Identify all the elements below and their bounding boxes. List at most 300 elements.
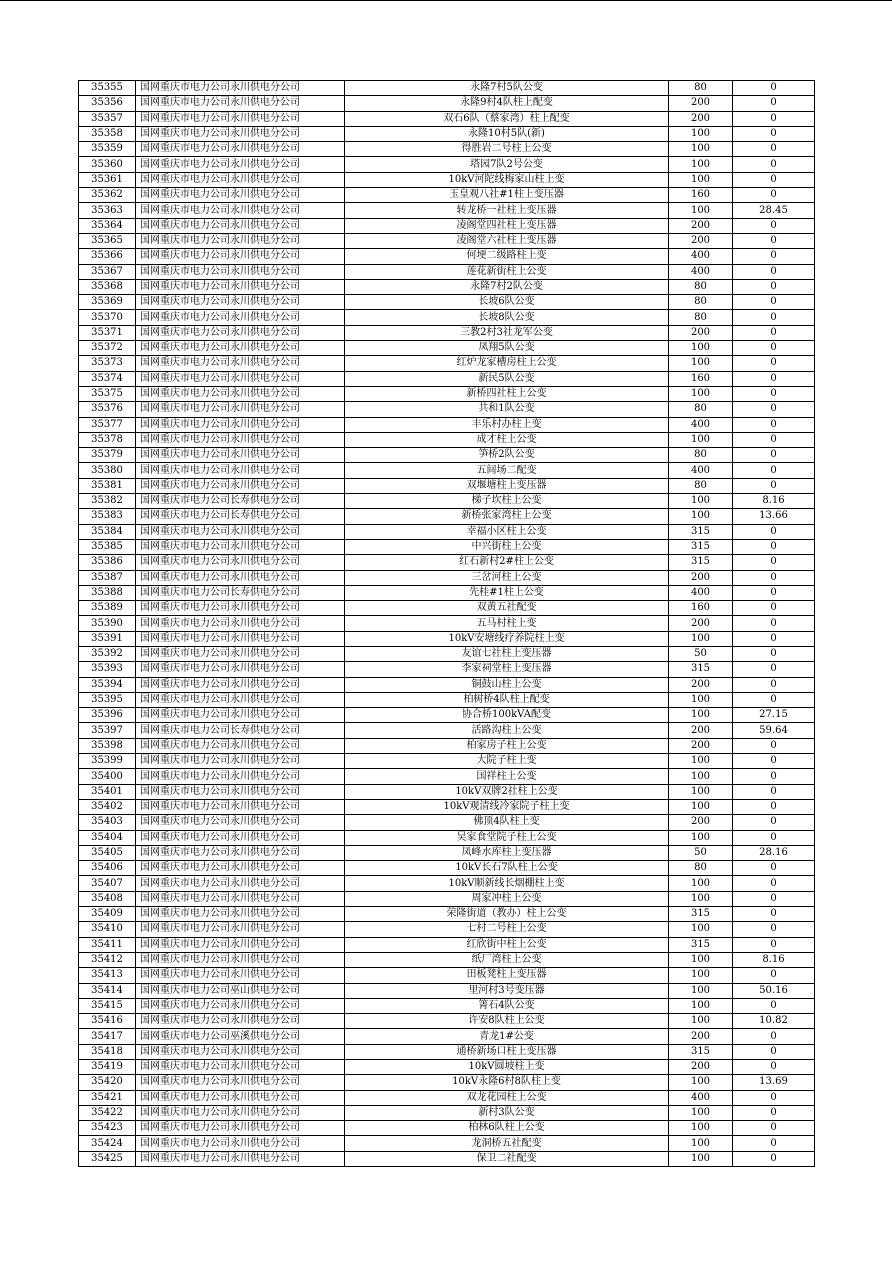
transformer-name-cell: 双黄五社配变: [345, 601, 669, 616]
company-cell: 国网重庆市电力公司永川供电分公司: [136, 203, 345, 218]
transformer-name-cell: 永隆7村2队公变: [345, 279, 669, 294]
company-cell: 国网重庆市电力公司长寿供电分公司: [136, 585, 345, 600]
value-cell: 50.16: [733, 983, 815, 998]
value-cell: 8.16: [733, 494, 815, 509]
transformer-name-cell: 三岔河柱上公变: [345, 570, 669, 585]
row-id-cell: 35378: [79, 432, 136, 447]
company-cell: 国网重庆市电力公司永川供电分公司: [136, 646, 345, 661]
value-cell: 0: [733, 111, 815, 126]
transformer-name-cell: 通桥新场口柱上变压器: [345, 1044, 669, 1059]
capacity-cell: 80: [669, 81, 733, 96]
transformer-name-cell: 保卫二社配变: [345, 1151, 669, 1166]
company-cell: 国网重庆市电力公司永川供电分公司: [136, 157, 345, 172]
row-id-cell: 35373: [79, 356, 136, 371]
value-cell: 0: [733, 754, 815, 769]
capacity-cell: 100: [669, 1121, 733, 1136]
company-cell: 国网重庆市电力公司永川供电分公司: [136, 233, 345, 248]
capacity-cell: 80: [669, 478, 733, 493]
capacity-cell: 200: [669, 96, 733, 111]
company-cell: 国网重庆市电力公司永川供电分公司: [136, 172, 345, 187]
value-cell: 0: [733, 1029, 815, 1044]
table-row: [79, 448, 815, 463]
capacity-cell: 100: [669, 494, 733, 509]
capacity-cell: 80: [669, 448, 733, 463]
company-cell: 国网重庆市电力公司永川供电分公司: [136, 264, 345, 279]
transformer-name-cell: 大院子柱上变: [345, 754, 669, 769]
capacity-cell: 100: [669, 1136, 733, 1151]
capacity-cell: 80: [669, 279, 733, 294]
value-cell: 0: [733, 1151, 815, 1166]
capacity-cell: 200: [669, 815, 733, 830]
value-cell: 0: [733, 922, 815, 937]
company-cell: 国网重庆市电力公司永川供电分公司: [136, 218, 345, 233]
row-id-cell: 35401: [79, 784, 136, 799]
capacity-cell: 160: [669, 188, 733, 203]
table-row: [79, 631, 815, 646]
value-cell: 0: [733, 738, 815, 753]
value-cell: 0: [733, 784, 815, 799]
transformer-name-cell: 柏树桥4队柱上配变: [345, 692, 669, 707]
row-id-cell: 35416: [79, 1014, 136, 1029]
company-cell: 国网重庆市电力公司永川供电分公司: [136, 295, 345, 310]
company-cell: 国网重庆市电力公司长寿供电分公司: [136, 509, 345, 524]
capacity-cell: 100: [669, 830, 733, 845]
table-row: [79, 172, 815, 187]
company-cell: 国网重庆市电力公司永川供电分公司: [136, 570, 345, 585]
row-id-cell: 35390: [79, 616, 136, 631]
value-cell: 0: [733, 616, 815, 631]
table-row: [79, 478, 815, 493]
table-row: [79, 876, 815, 891]
value-cell: 0: [733, 249, 815, 264]
table-row: [79, 203, 815, 218]
row-id-cell: 35407: [79, 876, 136, 891]
value-cell: 0: [733, 295, 815, 310]
capacity-cell: 100: [669, 1151, 733, 1166]
transformer-name-cell: 凤翔5队公变: [345, 341, 669, 356]
capacity-cell: 100: [669, 769, 733, 784]
transformer-name-cell: 先桂#1柱上公变: [345, 585, 669, 600]
transformer-name-cell: 10kV观清线冷家院子柱上变: [345, 799, 669, 814]
company-cell: 国网重庆市电力公司永川供电分公司: [136, 952, 345, 967]
row-id-cell: 35394: [79, 677, 136, 692]
table-row: [79, 662, 815, 677]
capacity-cell: 200: [669, 111, 733, 126]
capacity-cell: 100: [669, 799, 733, 814]
company-cell: 国网重庆市电力公司永川供电分公司: [136, 907, 345, 922]
value-cell: 0: [733, 463, 815, 478]
capacity-cell: 100: [669, 891, 733, 906]
row-id-cell: 35387: [79, 570, 136, 585]
value-cell: 0: [733, 891, 815, 906]
capacity-cell: 100: [669, 142, 733, 157]
table-row: [79, 1060, 815, 1075]
table-row: [79, 1105, 815, 1120]
row-id-cell: 35392: [79, 646, 136, 661]
company-cell: 国网重庆市电力公司永川供电分公司: [136, 325, 345, 340]
company-cell: 国网重庆市电力公司永川供电分公司: [136, 417, 345, 432]
capacity-cell: 200: [669, 233, 733, 248]
capacity-cell: 50: [669, 646, 733, 661]
table-row: [79, 539, 815, 554]
table-row: [79, 463, 815, 478]
table-row: [79, 111, 815, 126]
row-id-cell: 35406: [79, 861, 136, 876]
capacity-cell: 80: [669, 861, 733, 876]
company-cell: 国网重庆市电力公司永川供电分公司: [136, 616, 345, 631]
transformer-name-cell: 七村二号柱上公变: [345, 922, 669, 937]
row-id-cell: 35385: [79, 539, 136, 554]
transformer-name-cell: 新桥张家湾柱上公变: [345, 509, 669, 524]
capacity-cell: 100: [669, 692, 733, 707]
row-id-cell: 35412: [79, 952, 136, 967]
capacity-cell: 400: [669, 463, 733, 478]
capacity-cell: 400: [669, 585, 733, 600]
transformer-name-cell: 玉皇观八社#1柱上变压器: [345, 188, 669, 203]
row-id-cell: 35380: [79, 463, 136, 478]
capacity-cell: 400: [669, 1090, 733, 1105]
row-id-cell: 35391: [79, 631, 136, 646]
transformer-name-cell: 红炉龙家槽房柱上公变: [345, 356, 669, 371]
company-cell: 国网重庆市电力公司永川供电分公司: [136, 341, 345, 356]
table-row: [79, 386, 815, 401]
company-cell: 国网重庆市电力公司永川供电分公司: [136, 922, 345, 937]
capacity-cell: 100: [669, 203, 733, 218]
capacity-cell: 200: [669, 218, 733, 233]
value-cell: 0: [733, 998, 815, 1013]
row-id-cell: 35413: [79, 968, 136, 983]
transformer-name-cell: 国祥柱上公变: [345, 769, 669, 784]
row-id-cell: 35398: [79, 738, 136, 753]
table-row: [79, 922, 815, 937]
page-top-rule: [0, 0, 892, 1]
value-cell: 0: [733, 371, 815, 386]
row-id-cell: 35425: [79, 1151, 136, 1166]
company-cell: 国网重庆市电力公司永川供电分公司: [136, 968, 345, 983]
transformer-name-cell: 红欣街中柱上公变: [345, 937, 669, 952]
table-row: [79, 616, 815, 631]
capacity-cell: 200: [669, 325, 733, 340]
table-row: [79, 1090, 815, 1105]
company-cell: 国网重庆市电力公司永川供电分公司: [136, 692, 345, 707]
value-cell: 59.64: [733, 723, 815, 738]
transformer-name-cell: 10kV圆坡柱上变: [345, 1060, 669, 1075]
value-cell: 27.15: [733, 708, 815, 723]
capacity-cell: 200: [669, 738, 733, 753]
transformer-name-cell: 友谊七社柱上变压器: [345, 646, 669, 661]
transformer-name-cell: 许安8队柱上公变: [345, 1014, 669, 1029]
row-id-cell: 35419: [79, 1060, 136, 1075]
transformer-name-cell: 笋桥2队公变: [345, 448, 669, 463]
transformer-name-cell: 得胜岩二号柱上公变: [345, 142, 669, 157]
value-cell: 13.69: [733, 1075, 815, 1090]
transformer-name-cell: 10kV永隆6村8队柱上变: [345, 1075, 669, 1090]
table-row: [79, 188, 815, 203]
transformer-name-cell: 双石6队（蔡家湾）柱上配变: [345, 111, 669, 126]
company-cell: 国网重庆市电力公司永川供电分公司: [136, 310, 345, 325]
row-id-cell: 35372: [79, 341, 136, 356]
row-id-cell: 35409: [79, 907, 136, 922]
row-id-cell: 35374: [79, 371, 136, 386]
company-cell: 国网重庆市电力公司永川供电分公司: [136, 1075, 345, 1090]
capacity-cell: 200: [669, 677, 733, 692]
company-cell: 国网重庆市电力公司永川供电分公司: [136, 478, 345, 493]
value-cell: 0: [733, 448, 815, 463]
table-row: [79, 585, 815, 600]
capacity-cell: 400: [669, 417, 733, 432]
transformer-name-cell: 佛顶4队柱上变: [345, 815, 669, 830]
company-cell: 国网重庆市电力公司永川供电分公司: [136, 891, 345, 906]
row-id-cell: 35364: [79, 218, 136, 233]
capacity-cell: 160: [669, 601, 733, 616]
row-id-cell: 35423: [79, 1121, 136, 1136]
table-row: [79, 1075, 815, 1090]
capacity-cell: 160: [669, 371, 733, 386]
company-cell: 国网重庆市电力公司永川供电分公司: [136, 708, 345, 723]
transformer-name-cell: 铜鼓山柱上公变: [345, 677, 669, 692]
table-row: [79, 157, 815, 172]
value-cell: 0: [733, 188, 815, 203]
transformer-name-cell: 新村3队公变: [345, 1105, 669, 1120]
capacity-cell: 100: [669, 1075, 733, 1090]
table-row: [79, 845, 815, 860]
company-cell: 国网重庆市电力公司永川供电分公司: [136, 539, 345, 554]
row-id-cell: 35365: [79, 233, 136, 248]
table-row: [79, 524, 815, 539]
company-cell: 国网重庆市电力公司永川供电分公司: [136, 799, 345, 814]
value-cell: 0: [733, 264, 815, 279]
transformer-name-cell: 活路沟柱上公变: [345, 723, 669, 738]
transformer-name-cell: 长坡8队公变: [345, 310, 669, 325]
company-cell: 国网重庆市电力公司长寿供电分公司: [136, 494, 345, 509]
transformer-name-cell: 红石新村2#柱上公变: [345, 555, 669, 570]
capacity-cell: 100: [669, 386, 733, 401]
capacity-cell: 315: [669, 662, 733, 677]
transformer-name-cell: 吴家食堂院子柱上公变: [345, 830, 669, 845]
row-id-cell: 35404: [79, 830, 136, 845]
table-row: [79, 907, 815, 922]
value-cell: 0: [733, 861, 815, 876]
value-cell: 0: [733, 1121, 815, 1136]
capacity-cell: 315: [669, 1044, 733, 1059]
company-cell: 国网重庆市电力公司永川供电分公司: [136, 111, 345, 126]
row-id-cell: 35418: [79, 1044, 136, 1059]
transformer-name-cell: 新桥四社柱上公变: [345, 386, 669, 401]
row-id-cell: 35386: [79, 555, 136, 570]
capacity-cell: 100: [669, 631, 733, 646]
row-id-cell: 35355: [79, 81, 136, 96]
value-cell: 0: [733, 769, 815, 784]
table-row: [79, 952, 815, 967]
table-row: [79, 142, 815, 157]
row-id-cell: 35415: [79, 998, 136, 1013]
transformer-name-cell: 柏林6队柱上公变: [345, 1121, 669, 1136]
transformer-name-cell: 里河村3号变压器: [345, 983, 669, 998]
row-id-cell: 35382: [79, 494, 136, 509]
company-cell: 国网重庆市电力公司永川供电分公司: [136, 601, 345, 616]
value-cell: 0: [733, 1044, 815, 1059]
capacity-cell: 400: [669, 249, 733, 264]
transformer-name-cell: 五间场二配变: [345, 463, 669, 478]
value-cell: 0: [733, 601, 815, 616]
capacity-cell: 315: [669, 539, 733, 554]
value-cell: 0: [733, 1105, 815, 1120]
value-cell: 0: [733, 907, 815, 922]
table-row: [79, 646, 815, 661]
transformer-name-cell: 箐石4队公变: [345, 998, 669, 1013]
company-cell: 国网重庆市电力公司永川供电分公司: [136, 524, 345, 539]
value-cell: 0: [733, 815, 815, 830]
capacity-cell: 100: [669, 356, 733, 371]
table-row: [79, 249, 815, 264]
transformer-name-cell: 10kV河陀线梅家山柱上变: [345, 172, 669, 187]
transformer-name-cell: 田板凳柱上变压器: [345, 968, 669, 983]
capacity-cell: 200: [669, 723, 733, 738]
value-cell: 0: [733, 968, 815, 983]
value-cell: 28.16: [733, 845, 815, 860]
transformer-name-cell: 10kV安塘线疗养院柱上变: [345, 631, 669, 646]
company-cell: 国网重庆市电力公司永川供电分公司: [136, 677, 345, 692]
company-cell: 国网重庆市电力公司永川供电分公司: [136, 769, 345, 784]
row-id-cell: 35424: [79, 1136, 136, 1151]
value-cell: 0: [733, 478, 815, 493]
row-id-cell: 35421: [79, 1090, 136, 1105]
row-id-cell: 35367: [79, 264, 136, 279]
transformer-name-cell: 何埂二级路柱上变: [345, 249, 669, 264]
company-cell: 国网重庆市电力公司永川供电分公司: [136, 1151, 345, 1166]
transformer-name-cell: 李家祠堂柱上变压器: [345, 662, 669, 677]
transformer-name-cell: 成才柱上公变: [345, 432, 669, 447]
table-row: [79, 555, 815, 570]
row-id-cell: 35375: [79, 386, 136, 401]
transformer-name-cell: 梯子坎柱上公变: [345, 494, 669, 509]
table-row: [79, 494, 815, 509]
table-row: [79, 1121, 815, 1136]
transformer-name-cell: 协合桥100kVA配变: [345, 708, 669, 723]
value-cell: 0: [733, 677, 815, 692]
transformer-name-cell: 青龙1#公变: [345, 1029, 669, 1044]
row-id-cell: 35396: [79, 708, 136, 723]
transformer-name-cell: 柏家房子柱上公变: [345, 738, 669, 753]
table-row: [79, 279, 815, 294]
value-cell: 0: [733, 570, 815, 585]
capacity-cell: 100: [669, 509, 733, 524]
company-cell: 国网重庆市电力公司巫溪供电分公司: [136, 1029, 345, 1044]
value-cell: 0: [733, 386, 815, 401]
company-cell: 国网重庆市电力公司永川供电分公司: [136, 998, 345, 1013]
value-cell: 0: [733, 799, 815, 814]
table-row: [79, 126, 815, 141]
transformer-table: [78, 80, 815, 1167]
row-id-cell: 35356: [79, 96, 136, 111]
company-cell: 国网重庆市电力公司永川供电分公司: [136, 555, 345, 570]
row-id-cell: 35376: [79, 402, 136, 417]
transformer-name-cell: 凤峰水库柱上变压器: [345, 845, 669, 860]
company-cell: 国网重庆市电力公司永川供电分公司: [136, 830, 345, 845]
value-cell: 0: [733, 356, 815, 371]
value-cell: 0: [733, 937, 815, 952]
table-row: [79, 295, 815, 310]
company-cell: 国网重庆市电力公司永川供电分公司: [136, 631, 345, 646]
value-cell: 0: [733, 585, 815, 600]
company-cell: 国网重庆市电力公司永川供电分公司: [136, 1060, 345, 1075]
table-row: [79, 96, 815, 111]
transformer-name-cell: 双堰塘柱上变压器: [345, 478, 669, 493]
company-cell: 国网重庆市电力公司永川供电分公司: [136, 126, 345, 141]
capacity-cell: 100: [669, 876, 733, 891]
row-id-cell: 35405: [79, 845, 136, 860]
table-row: [79, 1044, 815, 1059]
value-cell: 0: [733, 325, 815, 340]
row-id-cell: 35369: [79, 295, 136, 310]
table-row: [79, 570, 815, 585]
table-row: [79, 968, 815, 983]
capacity-cell: 80: [669, 310, 733, 325]
capacity-cell: 100: [669, 922, 733, 937]
row-id-cell: 35403: [79, 815, 136, 830]
row-id-cell: 35366: [79, 249, 136, 264]
capacity-cell: 200: [669, 616, 733, 631]
company-cell: 国网重庆市电力公司永川供电分公司: [136, 1105, 345, 1120]
table-row: [79, 799, 815, 814]
table-row: [79, 769, 815, 784]
company-cell: 国网重庆市电力公司永川供电分公司: [136, 188, 345, 203]
table-row: [79, 402, 815, 417]
company-cell: 国网重庆市电力公司永川供电分公司: [136, 876, 345, 891]
row-id-cell: 35397: [79, 723, 136, 738]
transformer-name-cell: 幸福小区柱上公变: [345, 524, 669, 539]
capacity-cell: 315: [669, 907, 733, 922]
capacity-cell: 80: [669, 295, 733, 310]
table-row: [79, 1029, 815, 1044]
row-id-cell: 35359: [79, 142, 136, 157]
capacity-cell: 100: [669, 983, 733, 998]
value-cell: 0: [733, 126, 815, 141]
row-id-cell: 35417: [79, 1029, 136, 1044]
capacity-cell: 100: [669, 172, 733, 187]
table-row: [79, 233, 815, 248]
capacity-cell: 315: [669, 555, 733, 570]
company-cell: 国网重庆市电力公司永川供电分公司: [136, 279, 345, 294]
row-id-cell: 35362: [79, 188, 136, 203]
table-row: [79, 754, 815, 769]
company-cell: 国网重庆市电力公司永川供电分公司: [136, 402, 345, 417]
value-cell: 0: [733, 1090, 815, 1105]
table-row: [79, 1151, 815, 1166]
capacity-cell: 100: [669, 432, 733, 447]
transformer-name-cell: 转龙桥一社柱上变压器: [345, 203, 669, 218]
capacity-cell: 400: [669, 264, 733, 279]
row-id-cell: 35422: [79, 1105, 136, 1120]
company-cell: 国网重庆市电力公司永川供电分公司: [136, 861, 345, 876]
transformer-name-cell: 双龙花园柱上公变: [345, 1090, 669, 1105]
transformer-name-cell: 丰乐村办柱上变: [345, 417, 669, 432]
transformer-name-cell: 中兴街柱上公变: [345, 539, 669, 554]
transformer-name-cell: 荣隆街道（教办）柱上公变: [345, 907, 669, 922]
row-id-cell: 35383: [79, 509, 136, 524]
value-cell: 0: [733, 157, 815, 172]
transformer-name-cell: 长坡6队公变: [345, 295, 669, 310]
transformer-name-cell: 凌阁堂六社柱上变压器: [345, 233, 669, 248]
table-row: [79, 310, 815, 325]
row-id-cell: 35358: [79, 126, 136, 141]
table-row: [79, 830, 815, 845]
table-row: [79, 784, 815, 799]
value-cell: 0: [733, 310, 815, 325]
value-cell: 0: [733, 432, 815, 447]
value-cell: 0: [733, 279, 815, 294]
row-id-cell: 35368: [79, 279, 136, 294]
